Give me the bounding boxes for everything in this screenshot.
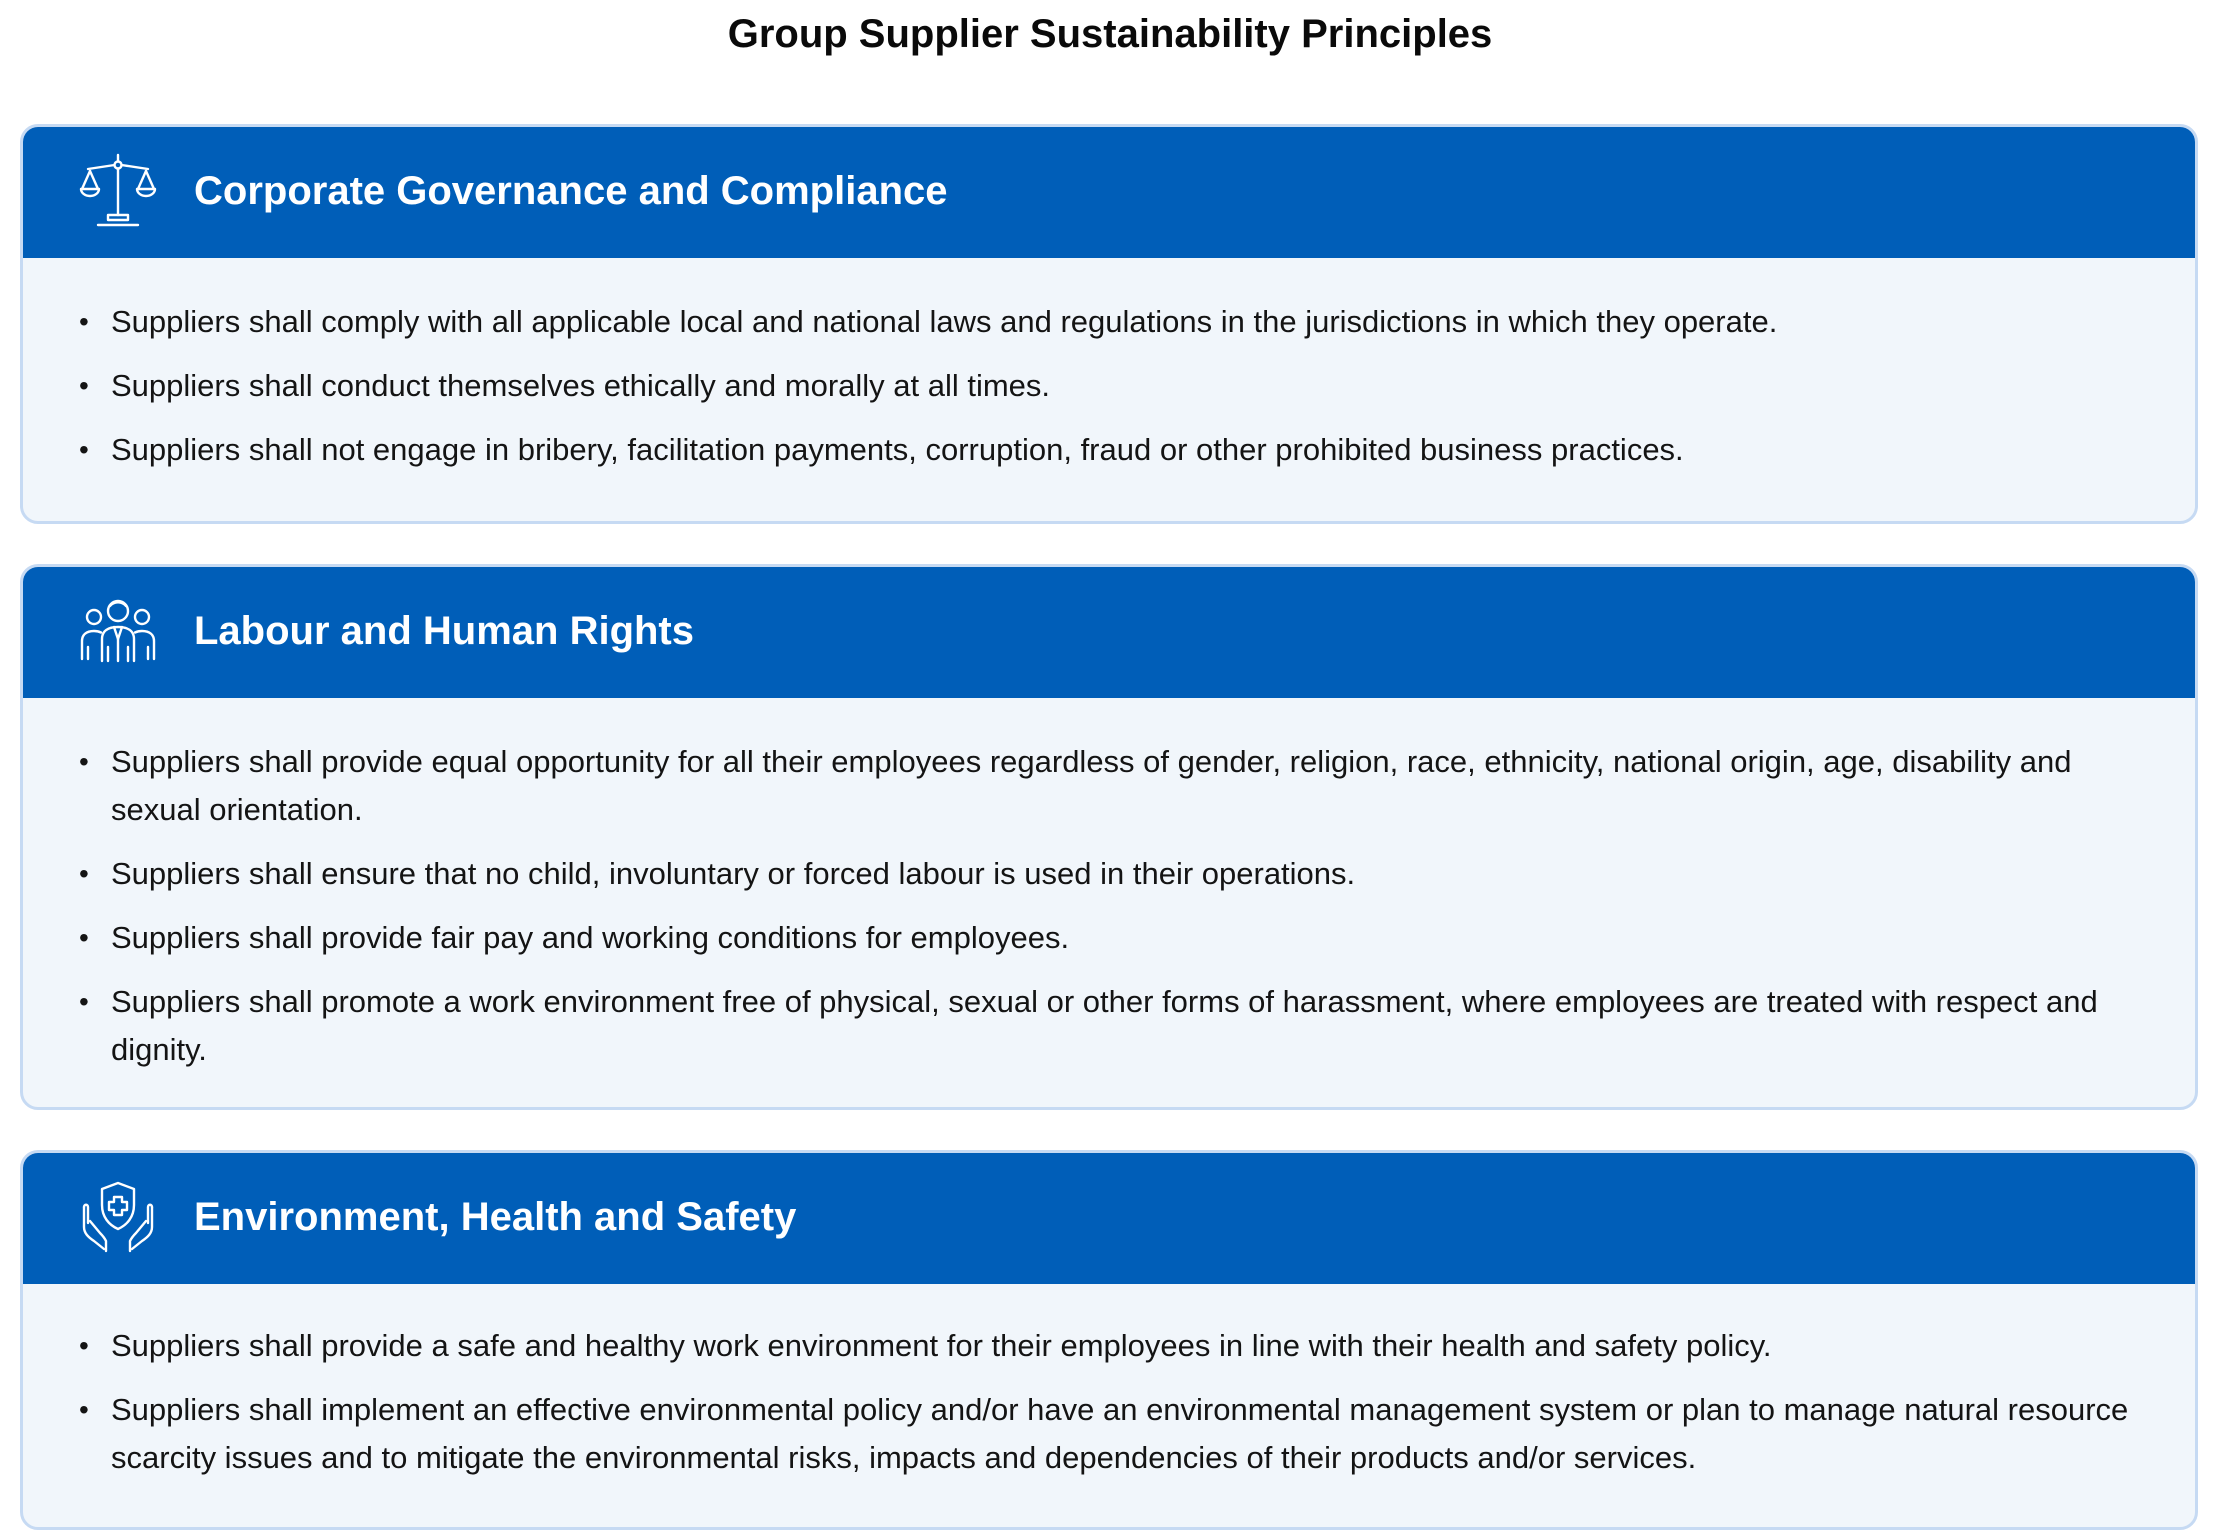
bullet-dot: •: [79, 746, 89, 777]
list-item-text: Suppliers shall ensure that no child, involuntary or forced labour is used in their operations.: [111, 856, 1356, 891]
section-labour-human-rights: [20, 564, 2198, 1110]
bullet-dot: •: [79, 434, 89, 465]
list-item: [23, 362, 2155, 410]
section-corporate-governance: [20, 124, 2198, 524]
list-item-text: Suppliers shall provide fair pay and working conditions for employees.: [111, 920, 1070, 955]
section-title: Corporate Governance and Compliance: [194, 169, 948, 213]
bullet-dot: •: [79, 922, 89, 953]
bullet-list: [23, 258, 2195, 474]
list-item-text: Suppliers shall provide equal opportunity for all their employees regardless of gender, religion, race, ethnicity, national origin, age, disability and sexual orientation.: [111, 744, 2072, 827]
section-title: Environment, Health and Safety: [194, 1195, 797, 1239]
people-group-icon: [76, 589, 160, 673]
list-item: [23, 914, 2155, 962]
list-item-text: Suppliers shall conduct themselves ethically and morally at all times.: [111, 368, 1051, 403]
bullet-list: [23, 1284, 2195, 1482]
list-item: [23, 738, 2155, 834]
bullet-dot: •: [79, 370, 89, 401]
section-header: [20, 564, 2198, 698]
section-environment-health-safety: [20, 1150, 2198, 1530]
list-item-text: Suppliers shall implement an effective environmental policy and/or have an environmental management system or plan to manage natural resource scarcity issues and to mitigate the environmental risks, impacts and dependencies of their products and/or services.: [111, 1392, 2129, 1475]
bullet-dot: •: [79, 1330, 89, 1361]
scales-of-justice-icon: [76, 149, 160, 233]
bullet-list: [23, 698, 2195, 1074]
bullet-dot: •: [79, 986, 89, 1017]
list-item-text: Suppliers shall promote a work environment free of physical, sexual or other forms of harassment, where employees are treated with respect and dignity.: [111, 984, 2098, 1067]
section-title: Labour and Human Rights: [194, 609, 694, 653]
section-header: [20, 124, 2198, 258]
list-item-text: Suppliers shall comply with all applicable local and national laws and regulations in the jurisdictions in which they operate.: [111, 304, 1778, 339]
list-item: [23, 426, 2155, 474]
list-item: [23, 1386, 2155, 1482]
bullet-dot: •: [79, 858, 89, 889]
list-item: [23, 850, 2155, 898]
page-title: Group Supplier Sustainability Principles: [727, 12, 1493, 56]
bullet-dot: •: [79, 306, 89, 337]
list-item: [23, 298, 2155, 346]
list-item-text: Suppliers shall not engage in bribery, facilitation payments, corruption, fraud or other prohibited business practices.: [111, 432, 1684, 467]
section-header: [20, 1150, 2198, 1284]
hands-shield-cross-icon: [76, 1175, 160, 1259]
list-item: [23, 978, 2155, 1074]
bullet-dot: •: [79, 1394, 89, 1425]
list-item: [23, 1322, 2155, 1370]
list-item-text: Suppliers shall provide a safe and healthy work environment for their employees in line with their health and safety policy.: [111, 1328, 1772, 1363]
